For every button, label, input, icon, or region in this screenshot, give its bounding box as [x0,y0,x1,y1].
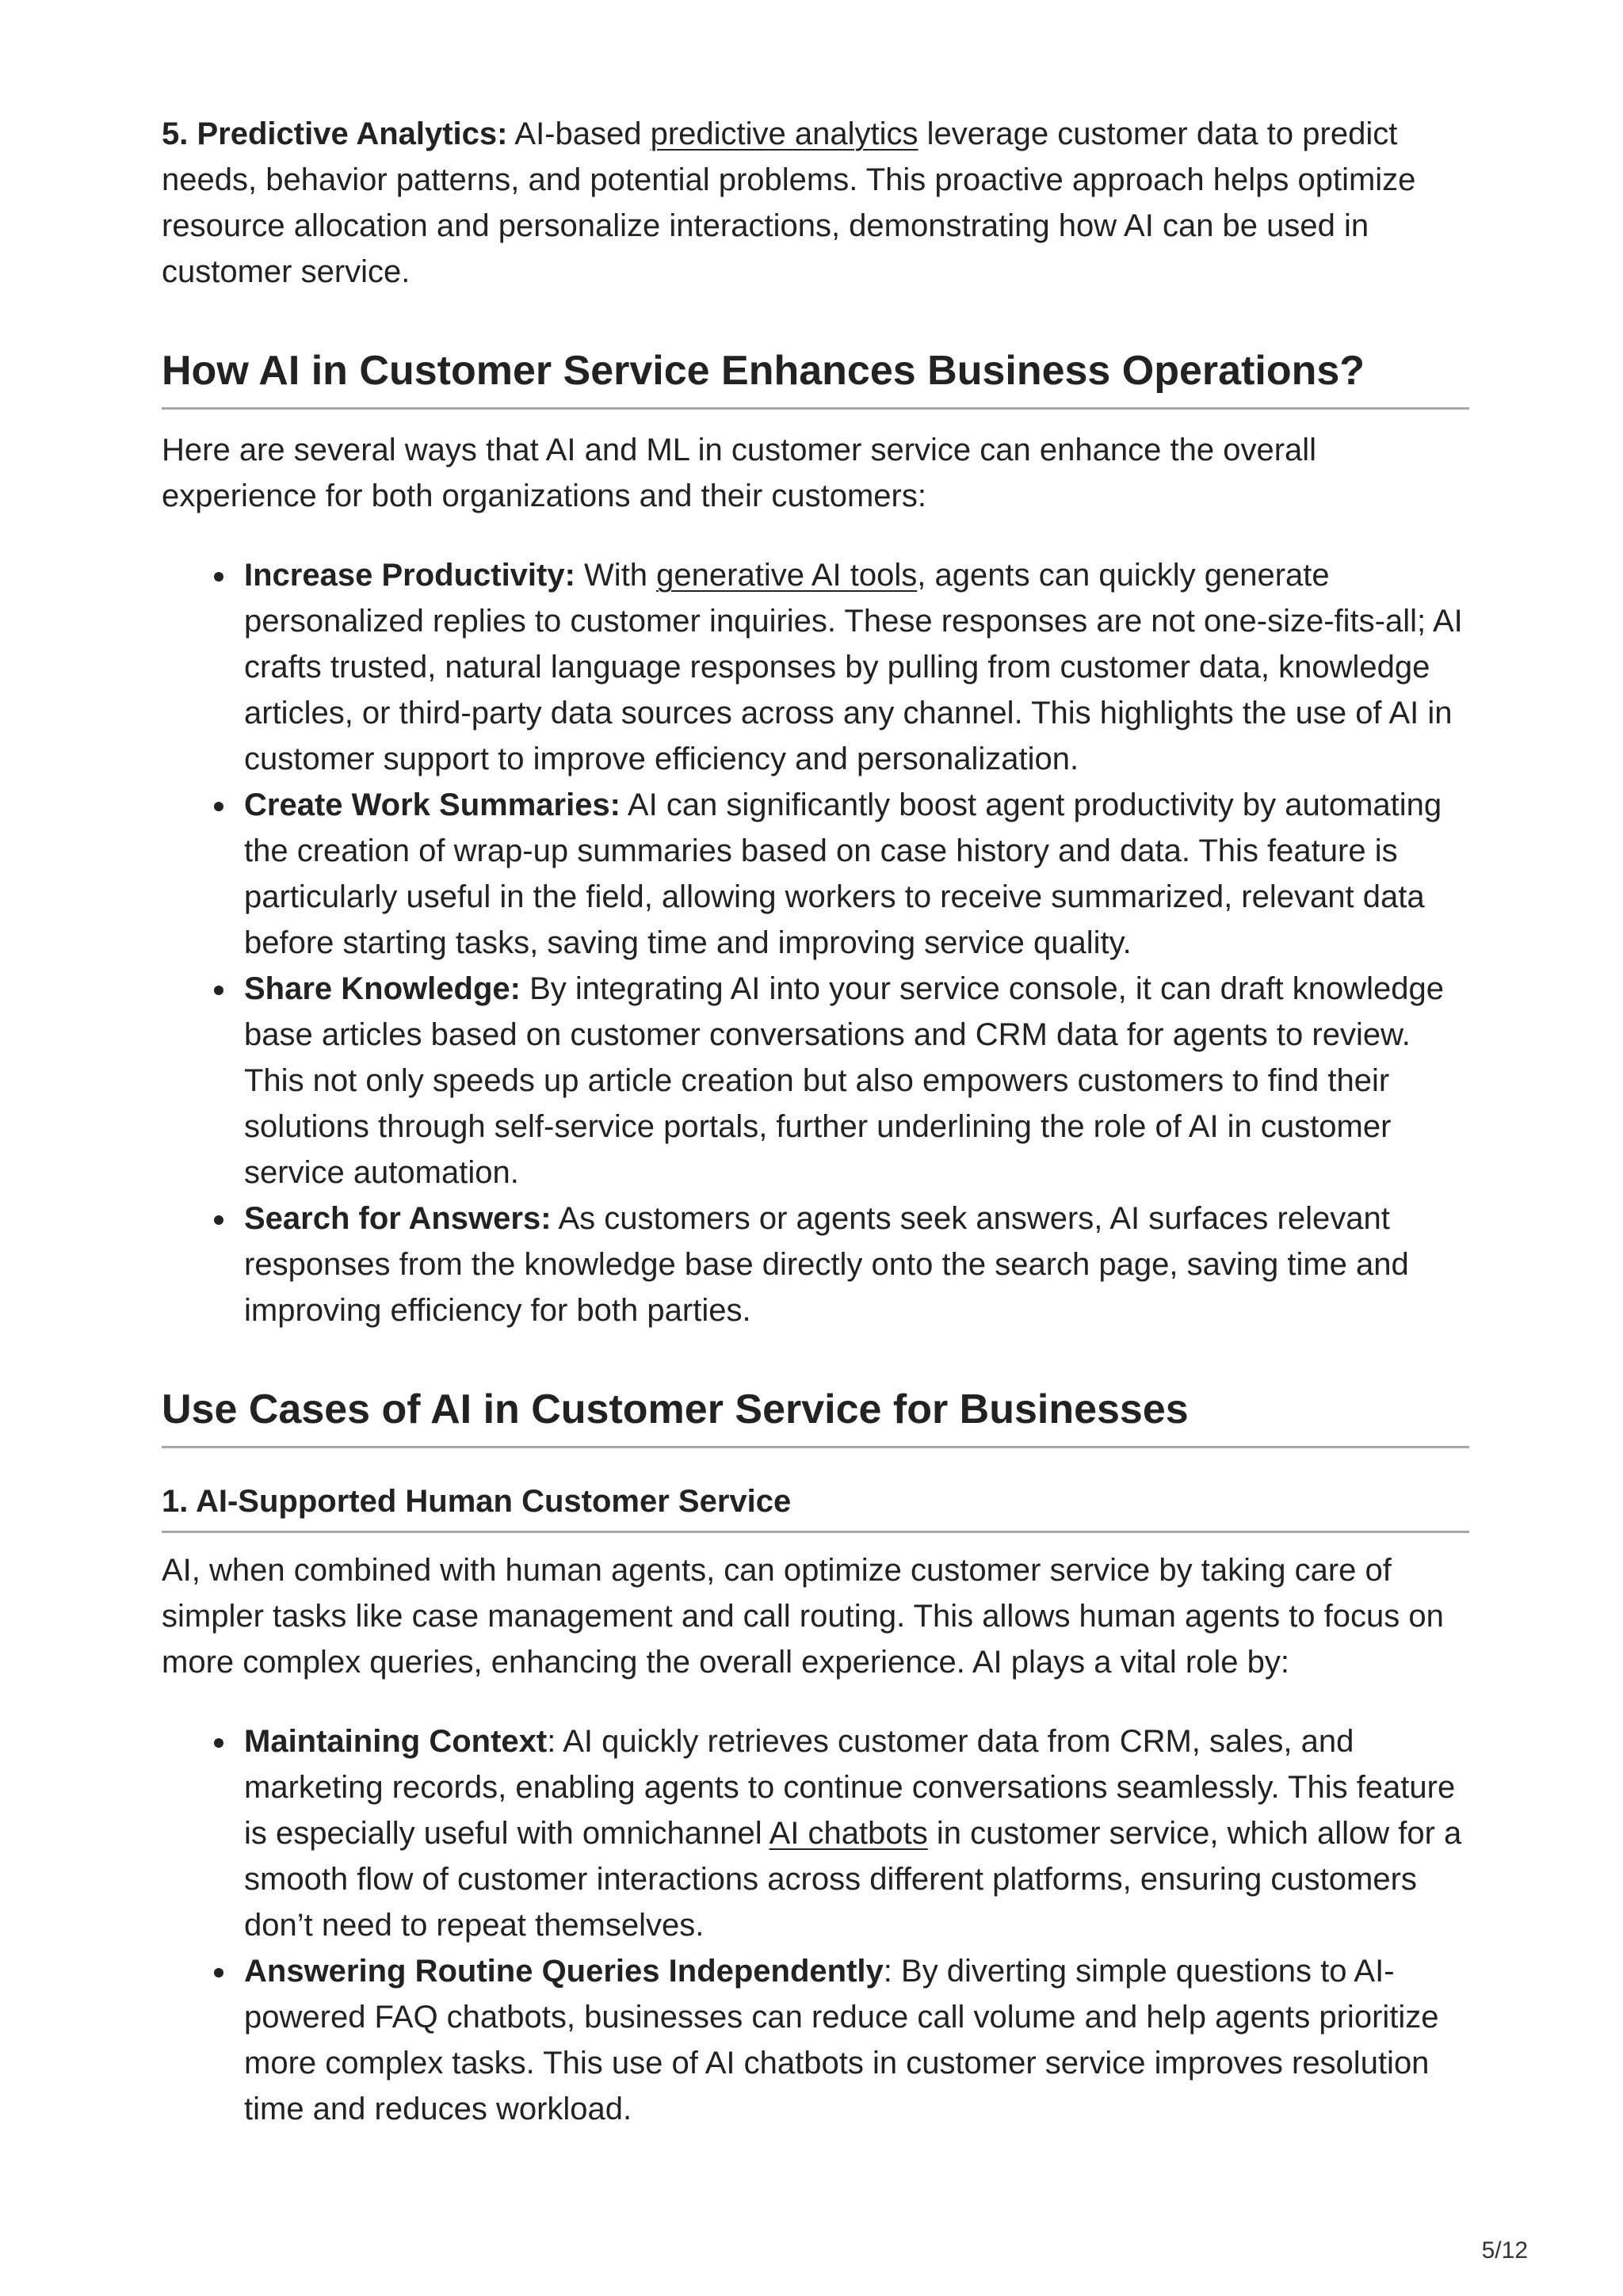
benefits-list [162,552,1469,1333]
generative-ai-tools-link[interactable]: generative AI tools [656,558,918,593]
roles-list [162,1718,1469,2132]
list-item-label: Create Work Summaries: [244,788,621,822]
section2-intro-paragraph: AI, when combined with human agents, can optimize customer service by taking care of simpler tasks like case management and call routing. This allows human agents to focus on more complex queries, enhancing the overall experience. AI plays a vital role by: [162,1553,1444,1680]
text-span: AI-based [507,116,651,151]
predictive-analytics-link[interactable]: predictive analytics [650,116,918,151]
text-span: As customers or agents seek answers, AI surfaces relevant responses from the knowledge base directly onto the search page, saving time and improving efficiency for both parties. [244,1201,1409,1328]
predictive-analytics-label: 5. Predictive Analytics: [162,116,508,151]
list-item [244,1948,1469,2132]
ai-chatbots-link[interactable]: AI chatbots [769,1816,928,1851]
text-span: : By diverting simple questions to AI-powered FAQ chatbots, businesses can reduce call volume and help agents prioritize more complex tasks. This use of AI chatbots in customer service improves resolution time and reduces workload. [244,1954,1439,2126]
list-item [244,966,1469,1196]
section-heading-business-operations: How AI in Customer Service Enhances Business Operations? [162,345,1469,410]
list-item-label: Maintaining Context [244,1724,548,1759]
list-item-label: Increase Productivity: [244,558,575,593]
text-span: : AI quickly retrieves customer data from CRM, sales, and marketing records, enabling agents to continue conversations seamlessly. This feature is especially useful with omnichannel [244,1724,1456,1851]
list-item-label: Answering Routine Queries Independently [244,1954,884,1989]
list-item [244,1718,1469,1948]
list-item [244,1196,1469,1333]
list-item-label: Share Knowledge: [244,971,521,1006]
text-span: leverage customer data to predict needs, behavior patterns, and potential problems. This proactive approach helps optimize resource allocation and personalize interactions, demonstrating how AI can be used in customer service. [162,116,1416,289]
subheading-ai-supported-service: 1. AI-Supported Human Customer Service [162,1480,1469,1533]
section1-intro-paragraph: Here are several ways that AI and ML in customer service can enhance the overall experience for both organizations and their customers: [162,433,1317,513]
text-span: AI can significantly boost agent productivity by automating the creation of wrap-up summaries based on case history and data. This feature is particularly useful in the field, allowing workers to receive summarized, relevant data before starting tasks, saving time and improving service quality. [244,788,1442,960]
list-item [244,782,1469,966]
list-item-label: Search for Answers: [244,1201,552,1236]
text-span: , agents can quickly generate personalized replies to customer inquiries. These responses are not one-size-fits-all; AI crafts trusted, natural language responses by pulling from customer data, knowledge articles, or third-party data sources across any channel. This highlights the use of AI in customer support to improve efficiency and personalization. [244,558,1463,776]
section-heading-use-cases: Use Cases of AI in Customer Service for Businesses [162,1384,1469,1448]
text-span: in customer service, which allow for a smooth flow of customer interactions across different platforms, ensuring customers don’t need to repeat themselves. [244,1816,1462,1943]
page-number: 5/12 [1481,2237,1528,2264]
text-span: With [575,558,657,593]
article-content [162,111,1469,2132]
predictive-analytics-paragraph [162,111,1469,295]
text-span: By integrating AI into your service console, it can draft knowledge base articles based on customer conversations and CRM data for agents to review. This not only speeds up article creation but also empowers customers to find their solutions through self-service portals, further underlining the role of AI in customer service automation. [244,971,1445,1190]
list-item [244,552,1469,782]
